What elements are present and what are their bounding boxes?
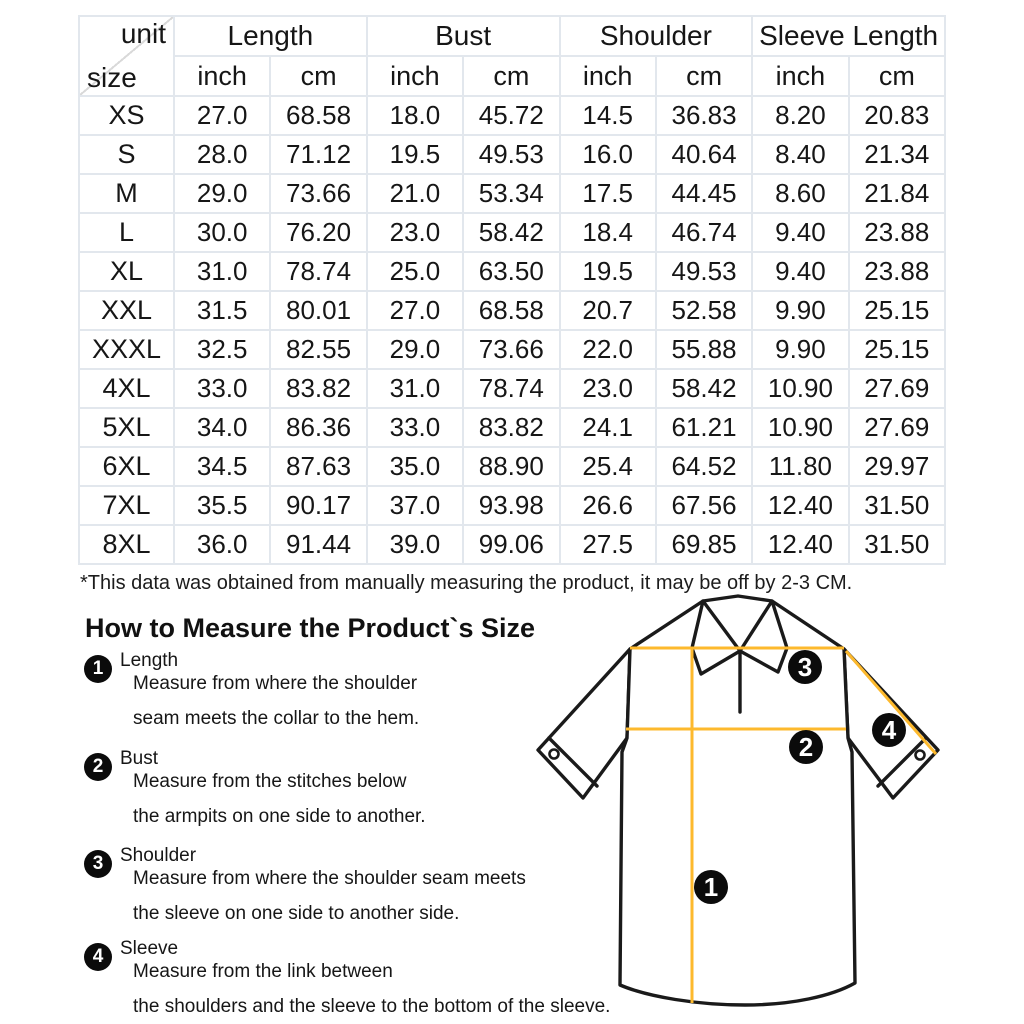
measurement-cell: 86.36 — [270, 408, 366, 447]
measurement-cell: 69.85 — [656, 525, 752, 564]
measurement-cell: 26.6 — [560, 486, 656, 525]
measurement-cell: 18.4 — [560, 213, 656, 252]
size-label: 4XL — [79, 369, 174, 408]
measurement-cell: 87.63 — [270, 447, 366, 486]
size-label: L — [79, 213, 174, 252]
measurement-cell: 8.40 — [752, 135, 848, 174]
column-group-bust: Bust — [367, 16, 560, 56]
left-sleeve — [538, 649, 630, 798]
table-row — [79, 174, 945, 213]
measurement-cell: 31.50 — [849, 525, 945, 564]
measurement-cell: 31.50 — [849, 486, 945, 525]
marker-2 — [789, 730, 823, 764]
measurement-cell: 35.0 — [367, 447, 463, 486]
measurement-cell: 37.0 — [367, 486, 463, 525]
subheader-cm-5: cm — [656, 56, 752, 96]
size-label: 5XL — [79, 408, 174, 447]
measurement-cell: 78.74 — [270, 252, 366, 291]
measurement-cell: 35.5 — [174, 486, 270, 525]
step-4-text: Measure from the link between — [133, 961, 393, 982]
measurement-cell: 27.69 — [849, 408, 945, 447]
measurement-cell: 67.56 — [656, 486, 752, 525]
step-4-text: the shoulders and the sleeve to the bottom of the sleeve. — [133, 996, 611, 1017]
svg-text:1: 1 — [703, 872, 719, 902]
measurement-cell: 23.88 — [849, 252, 945, 291]
subheader-cm-1: cm — [270, 56, 366, 96]
column-group-shoulder: Shoulder — [560, 16, 753, 56]
table-row — [79, 291, 945, 330]
measurement-cell: 17.5 — [560, 174, 656, 213]
measurement-cell: 28.0 — [174, 135, 270, 174]
table-row — [79, 252, 945, 291]
measurement-cell: 61.21 — [656, 408, 752, 447]
measurement-cell: 46.74 — [656, 213, 752, 252]
column-group-sleeve-length: Sleeve Length — [752, 16, 945, 56]
table-row — [79, 408, 945, 447]
measurement-cell: 9.90 — [752, 291, 848, 330]
measurement-cell: 76.20 — [270, 213, 366, 252]
measurement-cell: 83.82 — [270, 369, 366, 408]
measurement-cell: 22.0 — [560, 330, 656, 369]
measurement-cell: 55.88 — [656, 330, 752, 369]
measurement-cell: 73.66 — [463, 330, 559, 369]
measurement-cell: 99.06 — [463, 525, 559, 564]
shirt-measurement-diagram — [520, 590, 970, 1024]
measurement-cell: 9.40 — [752, 252, 848, 291]
measurement-cell: 49.53 — [656, 252, 752, 291]
step-1-text: seam meets the collar to the hem. — [133, 708, 420, 729]
table-row — [79, 369, 945, 408]
marker-3 — [788, 650, 822, 684]
svg-text:3: 3 — [797, 652, 813, 682]
measurement-cell: 68.58 — [270, 96, 366, 135]
table-row — [79, 96, 945, 135]
measurement-cell: 34.0 — [174, 408, 270, 447]
measurement-cell: 27.0 — [367, 291, 463, 330]
svg-text:2: 2 — [798, 732, 814, 762]
measurement-cell: 49.53 — [463, 135, 559, 174]
measurement-cell: 93.98 — [463, 486, 559, 525]
measurement-cell: 25.15 — [849, 291, 945, 330]
measurement-cell: 25.4 — [560, 447, 656, 486]
measurement-cell: 20.7 — [560, 291, 656, 330]
measurement-cell: 16.0 — [560, 135, 656, 174]
measurement-cell: 82.55 — [270, 330, 366, 369]
measurement-cell: 71.12 — [270, 135, 366, 174]
measurement-cell: 9.90 — [752, 330, 848, 369]
measurement-cell: 73.66 — [270, 174, 366, 213]
step-4-badge: 4 — [84, 943, 112, 971]
measurement-cell: 11.80 — [752, 447, 848, 486]
measurement-cell: 29.0 — [174, 174, 270, 213]
step-1-label: Length — [120, 650, 179, 671]
measurement-cell: 90.17 — [270, 486, 366, 525]
table-row — [79, 525, 945, 564]
measurement-cell: 8.60 — [752, 174, 848, 213]
subheader-inch-2: inch — [367, 56, 463, 96]
step-3-label: Shoulder — [120, 845, 197, 866]
measurement-cell: 21.84 — [849, 174, 945, 213]
measurement-cell: 19.5 — [367, 135, 463, 174]
subheader-inch-0: inch — [174, 56, 270, 96]
step-2-text: Measure from the stitches below — [133, 771, 407, 792]
size-label: XL — [79, 252, 174, 291]
shirt-body — [620, 596, 855, 1005]
size-chart-table — [78, 15, 946, 565]
step-1-badge: 1 — [84, 655, 112, 683]
step-2-label: Bust — [120, 748, 159, 769]
measurement-cell: 8.20 — [752, 96, 848, 135]
step-3-badge: 3 — [84, 850, 112, 878]
corner-cell — [79, 16, 174, 96]
size-label: M — [79, 174, 174, 213]
size-label: XXXL — [79, 330, 174, 369]
measurement-cell: 14.5 — [560, 96, 656, 135]
corner-size-label: size — [87, 62, 137, 93]
measurement-cell: 25.15 — [849, 330, 945, 369]
measurement-cell: 21.0 — [367, 174, 463, 213]
marker-1 — [694, 870, 728, 904]
measurement-cell: 27.0 — [174, 96, 270, 135]
measurement-cell: 29.97 — [849, 447, 945, 486]
measurement-cell: 91.44 — [270, 525, 366, 564]
measurement-cell: 25.0 — [367, 252, 463, 291]
measurement-cell: 23.0 — [367, 213, 463, 252]
step-2-badge: 2 — [84, 753, 112, 781]
measurement-cell: 36.0 — [174, 525, 270, 564]
measurement-cell: 36.83 — [656, 96, 752, 135]
column-group-length: Length — [174, 16, 367, 56]
measurement-cell: 34.5 — [174, 447, 270, 486]
measurement-cell: 12.40 — [752, 486, 848, 525]
measurement-cell: 20.83 — [849, 96, 945, 135]
step-3-text: the sleeve on one side to another side. — [133, 903, 460, 924]
measurement-cell: 27.69 — [849, 369, 945, 408]
measurement-cell: 29.0 — [367, 330, 463, 369]
measurement-cell: 83.82 — [463, 408, 559, 447]
measurement-cell: 24.1 — [560, 408, 656, 447]
size-label: XS — [79, 96, 174, 135]
measurement-cell: 23.0 — [560, 369, 656, 408]
measurement-cell: 80.01 — [270, 291, 366, 330]
measurement-cell: 32.5 — [174, 330, 270, 369]
measurement-cell: 58.42 — [656, 369, 752, 408]
corner-unit-label: unit — [120, 18, 166, 49]
measurement-cell: 12.40 — [752, 525, 848, 564]
table-row — [79, 486, 945, 525]
measurement-cell: 88.90 — [463, 447, 559, 486]
measurement-cell: 23.88 — [849, 213, 945, 252]
measurement-cell: 33.0 — [174, 369, 270, 408]
size-label: 7XL — [79, 486, 174, 525]
marker-4 — [872, 713, 906, 747]
step-3-text: Measure from where the shoulder seam meets — [133, 868, 526, 889]
measurement-cell: 33.0 — [367, 408, 463, 447]
measurement-cell: 21.34 — [849, 135, 945, 174]
subheader-inch-6: inch — [752, 56, 848, 96]
right-cuff-button — [916, 751, 925, 760]
measurement-cell: 44.45 — [656, 174, 752, 213]
measurement-cell: 30.0 — [174, 213, 270, 252]
measurement-cell: 68.58 — [463, 291, 559, 330]
measurement-cell: 31.0 — [367, 369, 463, 408]
measurement-cell: 45.72 — [463, 96, 559, 135]
size-label: 8XL — [79, 525, 174, 564]
how-to-measure-title: How to Measure the Product`s Size — [85, 613, 536, 643]
measurement-cell: 31.0 — [174, 252, 270, 291]
measurement-cell: 53.34 — [463, 174, 559, 213]
size-label: XXL — [79, 291, 174, 330]
size-label: S — [79, 135, 174, 174]
measurement-cell: 78.74 — [463, 369, 559, 408]
step-4-label: Sleeve — [120, 938, 179, 959]
subheader-cm-3: cm — [463, 56, 559, 96]
measurement-cell: 10.90 — [752, 408, 848, 447]
measurement-cell: 63.50 — [463, 252, 559, 291]
left-cuff-button — [550, 750, 559, 759]
measurement-cell: 58.42 — [463, 213, 559, 252]
svg-text:4: 4 — [881, 715, 897, 745]
subheader-cm-7: cm — [849, 56, 945, 96]
measurement-disclaimer: *This data was obtained from manually measuring the product, it may be off by 2-3 CM. — [80, 572, 853, 594]
table-row — [79, 213, 945, 252]
measurement-cell: 18.0 — [367, 96, 463, 135]
measurement-cell: 10.90 — [752, 369, 848, 408]
measurement-cell: 31.5 — [174, 291, 270, 330]
measurement-cell: 27.5 — [560, 525, 656, 564]
measurement-cell: 39.0 — [367, 525, 463, 564]
step-2-text: the armpits on one side to another. — [133, 806, 426, 827]
measurement-cell: 19.5 — [560, 252, 656, 291]
size-label: 6XL — [79, 447, 174, 486]
subheader-inch-4: inch — [560, 56, 656, 96]
measurement-cell: 52.58 — [656, 291, 752, 330]
measurement-cell: 64.52 — [656, 447, 752, 486]
measurement-cell: 40.64 — [656, 135, 752, 174]
table-row — [79, 447, 945, 486]
measurement-cell: 9.40 — [752, 213, 848, 252]
step-1-text: Measure from where the shoulder — [133, 673, 418, 694]
table-row — [79, 135, 945, 174]
table-row — [79, 330, 945, 369]
